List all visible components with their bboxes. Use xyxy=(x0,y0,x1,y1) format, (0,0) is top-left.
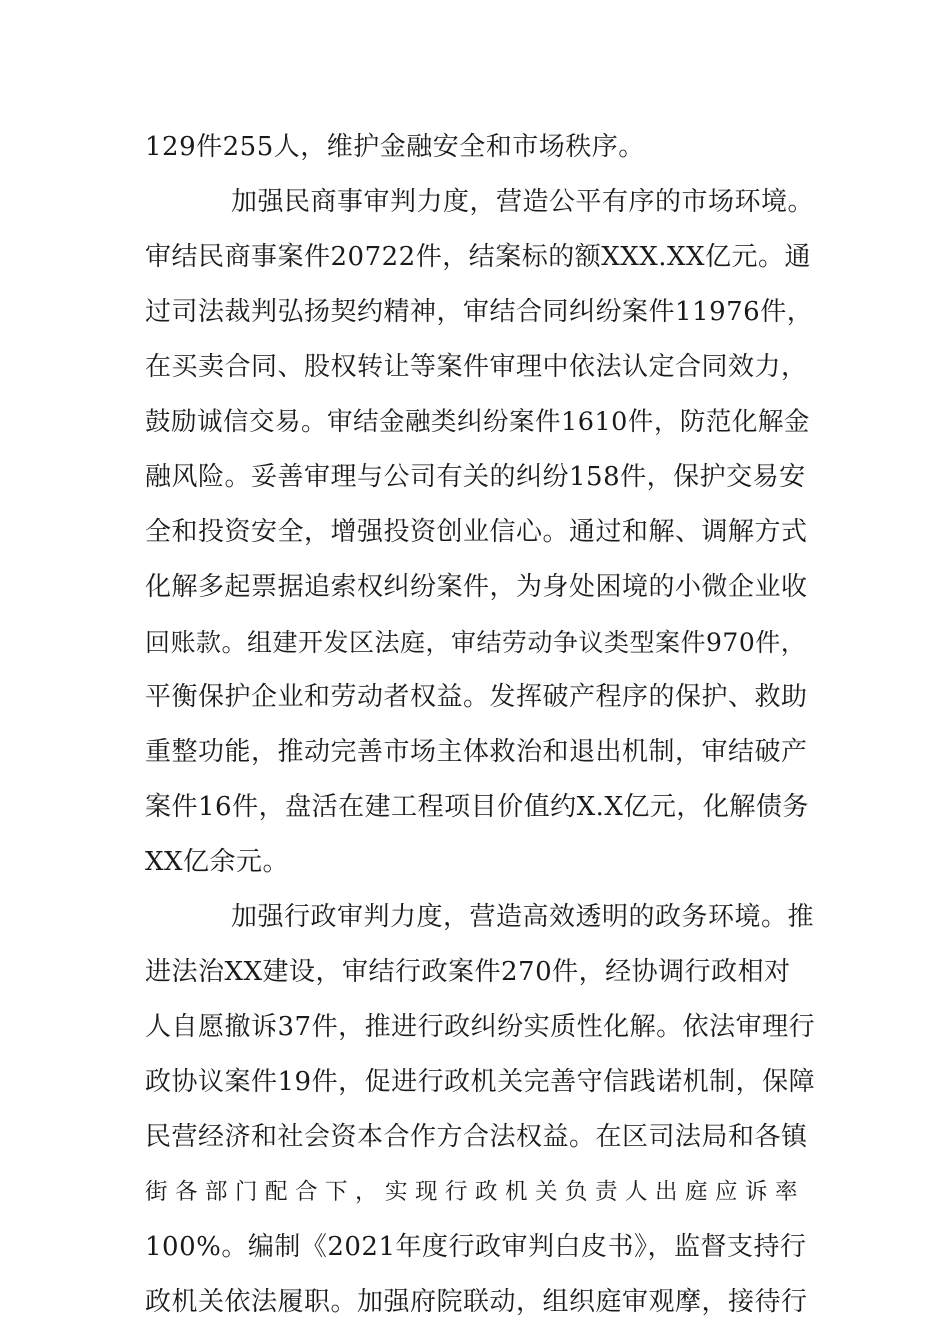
body-text xyxy=(145,120,815,1330)
paragraph-heading-line: 加强民商事审判力度，营造公平有序的市场环境。 xyxy=(231,187,815,217)
text-line: 案件16件，盘活在建工程项目价值约X.X亿元，化解债务 xyxy=(145,792,809,822)
text-line: 重整功能，推动完善市场主体救治和退出机制，审结破产 xyxy=(145,737,808,767)
text-line: 100%。编制《2021年度行政审判白皮书》，监督支持行 xyxy=(145,1232,807,1262)
text-line: 全和投资安全，增强投资创业信心。通过和解、调解方式 xyxy=(145,517,808,547)
text-line: 政机关依法履职。加强府院联动，组织庭审观摩，接待行 xyxy=(145,1287,808,1317)
paragraph-heading-line: 加强行政审判力度，营造高效透明的政务环境。推 xyxy=(231,902,815,932)
text-line: 人自愿撤诉37件，推进行政纠纷实质性化解。依法审理行 xyxy=(145,1012,816,1042)
text-line: 审结民商事案件20722件，结案标的额XXX.XX亿元。通 xyxy=(145,242,812,272)
text-line: 街各部门配合下，实现行政机关负责人出庭应诉率 xyxy=(145,1179,806,1205)
text-line: 融风险。妥善审理与公司有关的纠纷158件，保护交易安 xyxy=(145,462,806,492)
text-line: XX亿余元。 xyxy=(145,847,290,877)
text-line: 回账款。组建开发区法庭，审结劳动争议类型案件970件， xyxy=(145,628,807,657)
text-line: 过司法裁判弘扬契约精神，审结合同纠纷案件11976件， xyxy=(145,297,814,327)
text-line: 政协议案件19件，促进行政机关完善守信践诺机制，保障 xyxy=(145,1067,816,1097)
text-line: 化解多起票据追索权纠纷案件，为身处困境的小微企业收 xyxy=(145,572,808,602)
text-line: 在买卖合同、股权转让等案件审理中依法认定合同效力， xyxy=(145,352,808,382)
text-line: 平衡保护企业和劳动者权益。发挥破产程序的保护、救助 xyxy=(145,682,808,712)
text-line: 鼓励诚信交易。审结金融类纠纷案件1610件，防范化解金 xyxy=(145,407,810,437)
text-line: 进法治XX建设，审结行政案件270件，经协调行政相对 xyxy=(145,957,791,987)
text-line: 129件255人，维护金融安全和市场秩序。 xyxy=(145,132,645,162)
text-line: 民营经济和社会资本合作方合法权益。在区司法局和各镇 xyxy=(145,1122,808,1152)
